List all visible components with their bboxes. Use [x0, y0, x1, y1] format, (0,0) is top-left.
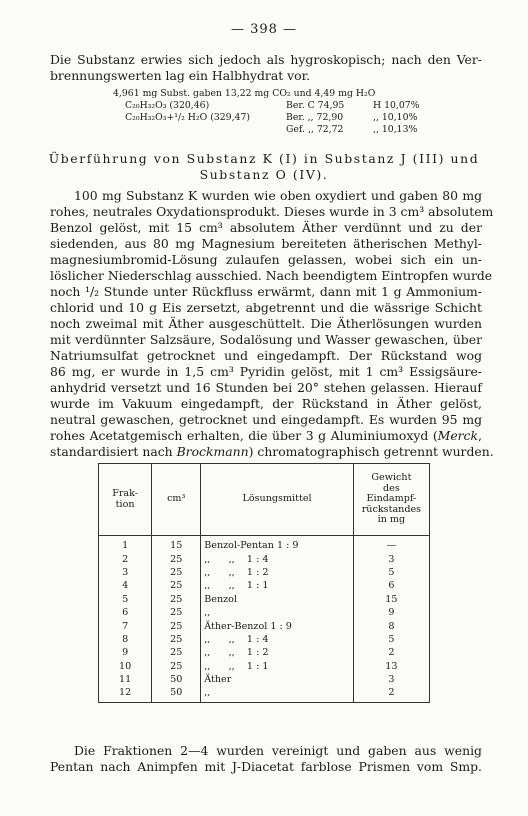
table-row: [99, 619, 430, 632]
table-cell: 5: [353, 633, 429, 646]
table-row: [99, 552, 430, 565]
table-cell: ,, ,, 1 : 2: [201, 646, 354, 659]
table-cell: 6: [99, 606, 152, 619]
analysis-formula: C₂₀H₃₂O₃+¹/₂ H₂O (329,47): [125, 112, 251, 123]
paragraph-line: neutral gewaschen, getrocknet und eingedampft. Es wurden 95 mg: [50, 412, 482, 427]
table-cell: ,, ,, 1 : 1: [201, 660, 354, 673]
table-cell: 2: [99, 552, 152, 565]
table-cell: 15: [353, 593, 429, 606]
table-cell: Benzol: [201, 593, 354, 606]
table-cell: 25: [152, 579, 201, 592]
table-cell: 9: [353, 606, 429, 619]
table-cell: 3: [99, 566, 152, 579]
table-row: [99, 686, 430, 702]
italic-name: Merck: [437, 428, 479, 443]
intro-line: Die Substanz erwies sich jedoch als hygroskopisch; nach den Ver-: [50, 52, 482, 67]
table-cell: 3: [353, 673, 429, 686]
analysis-value: Gef. ,, 72,72: [286, 124, 344, 135]
section-heading: Überführung von Substanz K (I) in Substanz J (III) und: [48, 151, 480, 166]
table-cell: 15: [152, 536, 201, 553]
table-header: Lösungsmittel: [201, 464, 354, 536]
table-row: [99, 593, 430, 606]
table-cell: 13: [353, 660, 429, 673]
page-number: — 398 —: [230, 22, 298, 37]
table-cell: ,, ,, 1 : 4: [201, 633, 354, 646]
analysis-value: Ber. C 74,95: [286, 100, 345, 111]
table-cell: 3: [353, 552, 429, 565]
table-cell: 25: [152, 646, 201, 659]
analysis-value: Ber. ,, 72,90: [286, 112, 344, 123]
table-cell: 12: [99, 686, 152, 702]
table-header: Gewicht des Eindampf- rückstandes in mg: [353, 464, 429, 536]
table-row: [99, 606, 430, 619]
table-row: [99, 536, 430, 553]
table-cell: 25: [152, 606, 201, 619]
paragraph-line: noch zweimal mit Äther ausgeschüttelt. Die Ätherlösungen wurden: [50, 316, 482, 331]
table-row: [99, 579, 430, 592]
paragraph-line: siedenden, aus 80 mg Magnesium bereiteten ätherischen Methyl-: [50, 236, 482, 251]
paragraph-line: 100 mg Substanz K wurden wie oben oxydiert und gaben 80 mg: [74, 188, 482, 203]
table-cell: ,, ,, 1 : 4: [201, 552, 354, 565]
table-cell: 1: [99, 536, 152, 553]
table-cell: 2: [353, 646, 429, 659]
table-cell: —: [353, 536, 429, 553]
paragraph-line: magnesiumbromid-Lösung zulaufen gelassen, wobei sich ein un-: [50, 252, 482, 267]
table-row: [99, 660, 430, 673]
table-header: cm³: [152, 464, 201, 536]
table-cell: 25: [152, 593, 201, 606]
table-cell: Benzol-Pentan 1 : 9: [201, 536, 354, 553]
table-cell: Äther-Benzol 1 : 9: [201, 619, 354, 632]
table-cell: 6: [353, 579, 429, 592]
analysis-value: H 10,07%: [373, 100, 420, 111]
paragraph-line: rohes, neutrales Oxydationsprodukt. Dieses wurde in 3 cm³ absolutem: [50, 204, 494, 219]
closing-line: Die Fraktionen 2—4 wurden vereinigt und gaben aus wenig: [74, 743, 482, 758]
table-cell: ,,: [201, 606, 354, 619]
table-cell: 25: [152, 566, 201, 579]
table-cell: 25: [152, 633, 201, 646]
table-cell: 50: [152, 686, 201, 702]
table-cell: 5: [99, 593, 152, 606]
table-row: [99, 566, 430, 579]
table-cell: 25: [152, 619, 201, 632]
paragraph-line: wurde im Vakuum eingedampft, der Rückstand in Äther gelöst,: [50, 396, 482, 411]
paragraph-line: Natriumsulfat getrocknet und eingedampft. Der Rückstand wog: [50, 348, 482, 363]
table-cell: 25: [152, 660, 201, 673]
table-cell: 8: [99, 633, 152, 646]
paragraph-line: mit verdünnter Salzsäure, Sodalösung und Wasser gewaschen, über: [50, 332, 482, 347]
analysis-line: 4,961 mg Subst. gaben 13,22 mg CO₂ und 4,49 mg H₂O: [113, 88, 376, 99]
table-cell: 11: [99, 673, 152, 686]
section-heading: Substanz O (IV).: [199, 167, 329, 182]
table-cell: ,, ,, 1 : 1: [201, 579, 354, 592]
paragraph-line: 86 mg, er wurde in 1,5 cm³ Pyridin gelöst, mit 1 cm³ Essigsäure-: [50, 364, 482, 379]
analysis-value: ,, 10,10%: [373, 112, 418, 123]
paragraph-line: anhydrid versetzt und 16 Stunden bei 20° stehen gelassen. Hierauf: [50, 380, 482, 395]
table-row: [99, 633, 430, 646]
table-cell: Äther: [201, 673, 354, 686]
table-cell: 2: [353, 686, 429, 702]
table-cell: ,,: [201, 686, 354, 702]
closing-line: Pentan nach Animpfen mit J-Diacetat farblose Prismen vom Smp.: [50, 759, 482, 774]
table-cell: 9: [99, 646, 152, 659]
analysis-formula: C₂₀H₃₂O₃ (320,46): [125, 100, 210, 111]
intro-line: brennungswerten lag ein Halbhydrat vor.: [50, 68, 311, 83]
paragraph-line: löslicher Niederschlag ausschied. Nach beendigtem Eintropfen wurde: [50, 268, 493, 283]
paragraph-line: Benzol gelöst, mit 15 cm³ absolutem Äther verdünnt und zu der: [50, 220, 482, 235]
table-cell: 4: [99, 579, 152, 592]
table-cell: 10: [99, 660, 152, 673]
table-cell: 25: [152, 552, 201, 565]
table-cell: ,, ,, 1 : 2: [201, 566, 354, 579]
table-cell: 5: [353, 566, 429, 579]
table-cell: 8: [353, 619, 429, 632]
table-row: [99, 646, 430, 659]
paragraph-line: rohes Acetatgemisch erhalten, die über 3 g Aluminiumoxyd (Merck,: [50, 428, 482, 443]
analysis-value: ,, 10,13%: [373, 124, 418, 135]
paragraph-line: standardisiert nach Brockmann) chromatographisch getrennt wurden.: [50, 444, 494, 459]
table-header: Frak- tion: [99, 464, 152, 536]
paragraph-line: chlorid und 10 g Eis zersetzt, abgetrennt und die wässrige Schicht: [50, 300, 482, 315]
table-row: [99, 673, 430, 686]
paragraph-line: noch ¹/₂ Stunde unter Rückfluss erwärmt, dann mit 1 g Ammonium-: [50, 284, 482, 299]
italic-name: Brockmann: [176, 444, 249, 459]
table-cell: 7: [99, 619, 152, 632]
table-cell: 50: [152, 673, 201, 686]
fraction-table: [98, 463, 430, 703]
